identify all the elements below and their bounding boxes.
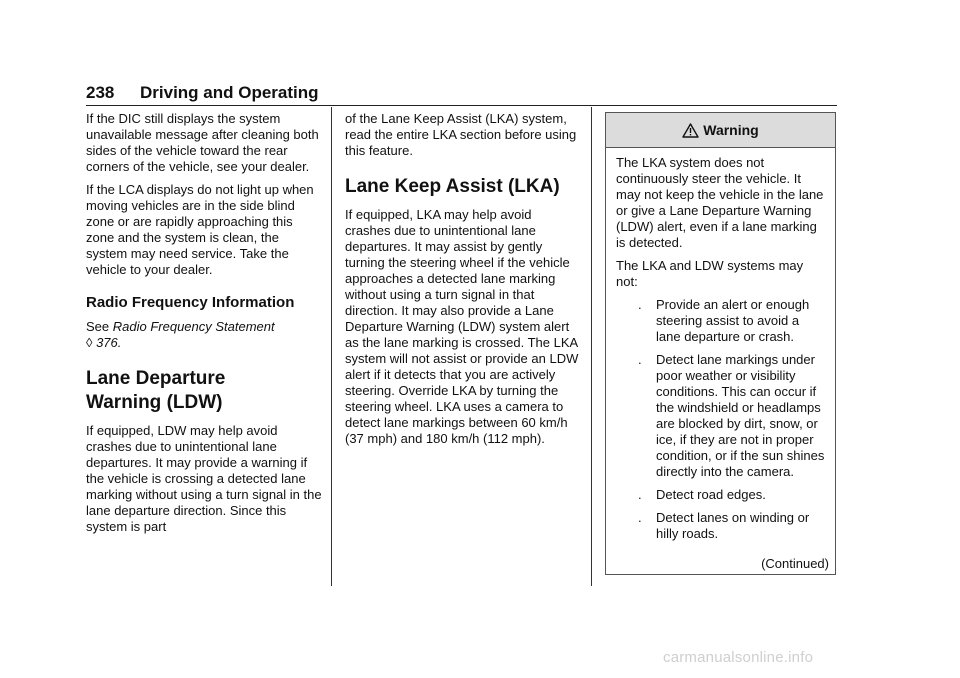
lka-heading: Lane Keep Assist (LKA) [345,176,560,197]
warning-title: Warning [703,122,759,138]
column-divider-right [591,107,592,586]
ldw-heading-line1: Lane Departure [86,368,226,389]
section-title: Driving and Operating [140,83,319,102]
warning-header [606,113,835,148]
column-2 [345,111,579,454]
watermark: carmanualsonline.info [663,649,814,666]
see-label: See [86,319,110,334]
paragraph: of the Lane Keep Assist (LKA) system, read the entire LKA section before using this feature. [345,111,577,158]
page-number: 238 [86,83,115,102]
list-item-text: Detect lanes on winding or hilly roads. [656,510,810,541]
warning-triangle-icon [682,123,699,138]
warning-list [616,297,826,542]
paragraph: If the DIC still displays the system unavailable message after cleaning both sides of the vehicle toward the rear corners of the vehicle, see your dealer. [86,111,319,174]
cross-reference [86,319,322,351]
paragraph: If equipped, LDW may help avoid crashes due to unintentional lane departures. It may provide a warning if the vehicle is crossing a detected lane marking without using a turn signal in the lane departure direction. Since this system is part [86,423,322,534]
column-divider-left [331,107,332,586]
radio-frequency-heading: Radio Frequency Information [86,294,295,311]
list-item-text: Detect road edges. [656,487,766,502]
list-item [616,297,826,345]
list-item [616,487,826,503]
xref-page-period: . [117,335,122,350]
paragraph: If the LCA displays do not light up when moving vehicles are in the side blind zone or are rapidly approaching this zone and the system is clean, the system may need service. Take the vehicle to your dealer. [86,182,314,277]
bullet-icon: . [638,297,642,312]
page-ref-icon: ◊ [86,335,93,350]
ldw-heading [86,367,322,415]
list-item [616,352,826,480]
paragraph: The LKA and LDW systems may not: [616,258,804,289]
continued-label: (Continued) [761,556,829,571]
bullet-icon: . [638,352,642,367]
bullet-icon: . [638,510,642,525]
warning-body [606,148,835,542]
column-1 [86,111,322,542]
paragraph: If equipped, LKA may help avoid crashes due to unintentional lane departures. It may assist by gently turning the steering wheel if the vehicle approaches a detected lane marking without using a turn signal in that direction. It may also provide a Lane Departure Warning (LDW) system alert as the lane marking is crossed. The LKA system will not assist or provide an LDW alert if it detects that you are actively steering. Override LKA by turning the steering wheel. LKA uses a camera to detect lane markings between 60 km/h (37 mph) and 180 km/h (112 mph). [345,207,579,446]
paragraph: The LKA system does not continuously steer the vehicle. It may not keep the vehicle in the lane or give a Lane Departure Warning (LDW) alert, even if a lane marking is detected. [616,155,824,250]
xref-page[interactable]: 376 [96,335,118,350]
list-item-text: Detect lane markings under poor weather or visibility conditions. This can occur if the windshield or headlamps are blocked by dirt, snow, or ice, if they are not in proper condition, or if the sun shines directly into the camera. [656,352,825,479]
xref-link[interactable]: Radio Frequency Statement [112,319,275,334]
ldw-heading-line2: Warning (LDW) [86,392,223,413]
list-item [616,510,826,542]
page-header [86,83,837,106]
warning-box [605,112,836,575]
bullet-icon: . [638,487,642,502]
list-item-text: Provide an alert or enough steering assist to avoid a lane departure or crash. [656,297,810,344]
